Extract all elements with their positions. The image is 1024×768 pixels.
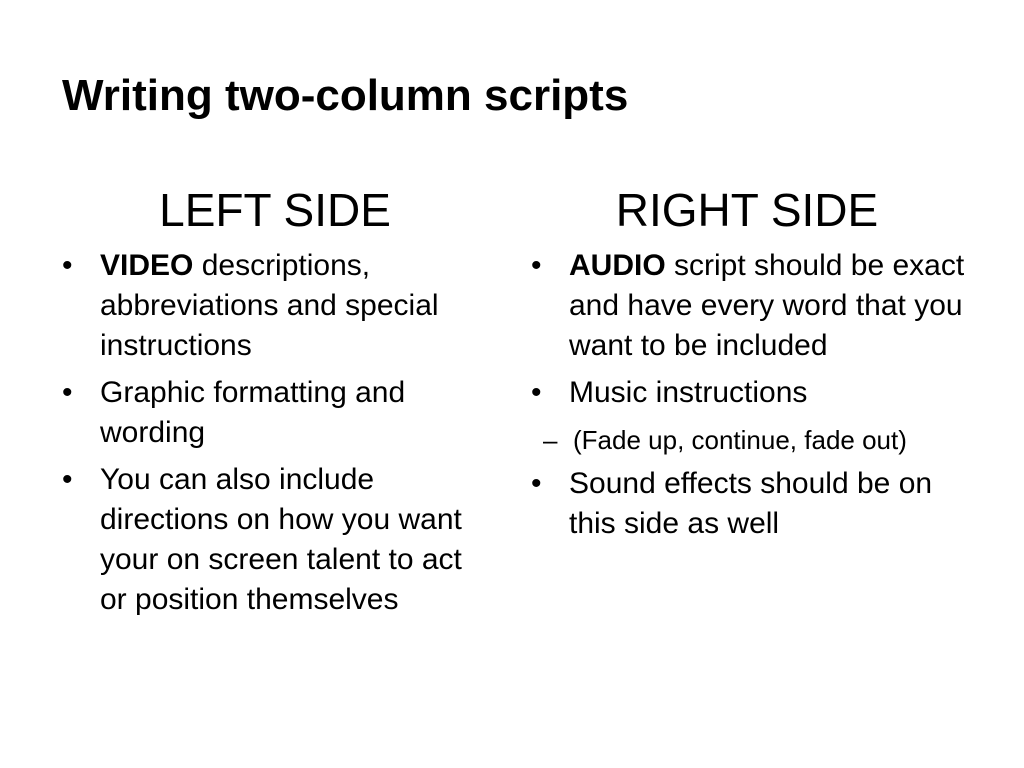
- music-sub-list: [527, 420, 967, 460]
- right-bullet-music: [527, 373, 967, 413]
- slide-title: Writing two-column scripts: [62, 71, 629, 120]
- right-bullet-sound-effects: [527, 464, 967, 544]
- bullet-text: Music instructions: [569, 376, 808, 409]
- bullet-icon: •: [62, 376, 73, 409]
- bullet-text: script should be exact and have every word that you want to be included: [569, 249, 965, 362]
- bullet-text: descriptions, abbreviations and special instructions: [100, 249, 439, 362]
- right-bullet-audio: [527, 246, 967, 366]
- bullet-icon: •: [531, 376, 542, 409]
- left-bullet-directions: [58, 460, 492, 620]
- bullet-icon: •: [62, 249, 73, 282]
- bullet-icon: •: [531, 249, 542, 282]
- bullet-icon: •: [531, 467, 542, 500]
- bullet-text: You can also include directions on how you want your on screen talent to act or position themselves: [100, 463, 462, 616]
- left-column-heading: LEFT SIDE: [159, 184, 391, 236]
- left-bullet-video: [58, 246, 492, 366]
- bullet-lead-word: VIDEO: [100, 249, 194, 282]
- right-bullet-list: [527, 246, 967, 544]
- dash-icon: –: [543, 425, 558, 455]
- sub-bullet-text: (Fade up, continue, fade out): [573, 425, 907, 455]
- right-column-heading: RIGHT SIDE: [615, 184, 879, 236]
- bullet-icon: •: [62, 463, 73, 496]
- music-sub-list-wrap: [527, 420, 967, 460]
- sub-bullet-fade: [527, 420, 967, 460]
- bullet-text: Sound effects should be on this side as well: [569, 467, 933, 540]
- right-column: [527, 182, 967, 551]
- bullet-lead-word: AUDIO: [569, 249, 666, 282]
- left-column: [58, 182, 492, 627]
- left-bullet-graphic: [58, 373, 492, 453]
- bullet-text: Graphic formatting and wording: [100, 376, 406, 449]
- left-bullet-list: [58, 246, 492, 620]
